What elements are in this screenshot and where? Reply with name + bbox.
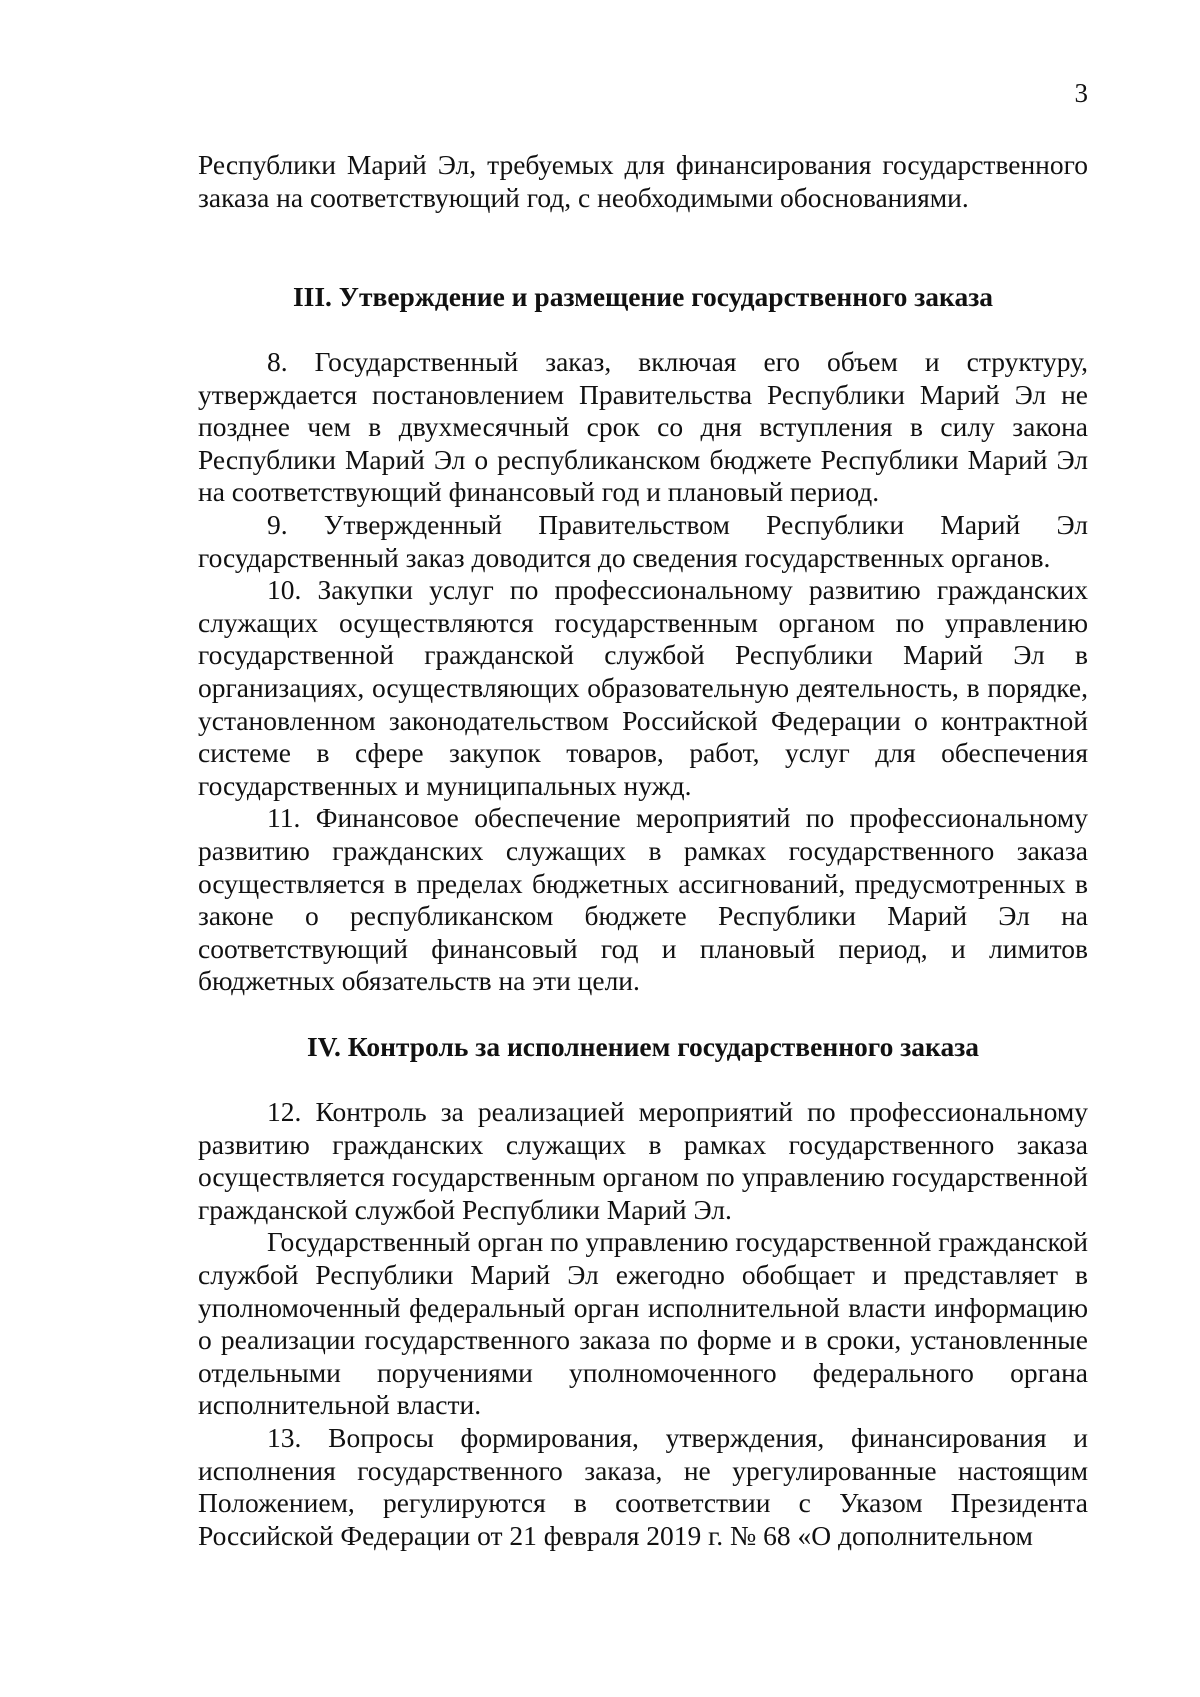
section-heading-4: IV. Контроль за исполнением государственного заказа — [306, 1031, 980, 1062]
page-number: 3 — [1074, 78, 1088, 108]
section-heading-3: III. Утверждение и размещение государственного заказа — [292, 281, 994, 312]
paragraph-13: 13. Вопросы формирования, утверждения, финансирования и исполнения государственного заказа, не урегулированные настоящим Положением, регулируются в соответствии с Указом Президента Российской Федерации от 21 февраля 2019 г. № 68 «О дополнительном — [198, 1421, 1088, 1551]
paragraph-12-continued: Государственный орган по управлению государственной гражданской службой Республики Марий Эл ежегодно обобщает и представляет в уполномоченный федеральный орган исполнительной власти информацию о реализации государственного заказа по форме и в сроки, установленные отдельными поручениями уполномоченного федерального органа исполнительной власти. — [198, 1226, 1088, 1421]
paragraph-12: 12. Контроль за реализацией мероприятий по профессиональному развитию гражданских служащих в рамках государственного заказа осуществляется государственным органом по управлению государственной гражданской службой Республики Марий Эл. — [198, 1096, 1088, 1225]
paragraph-8: 8. Государственный заказ, включая его объем и структуру, утверждается постановлением Правительства Республики Марий Эл не позднее чем в двухмесячный срок со дня вступления в силу закона Республики Марий Эл о республиканском бюджете Республики Марий Эл на соответствующий финансовый год и плановый период. — [198, 346, 1088, 508]
paragraph-10: 10. Закупки услуг по профессиональному развитию гражданских служащих осуществляются государственным органом по управлению государственной гражданской службой Республики Марий Эл в организациях, осуществляющих образовательную деятельность, в порядке, установленном законодательством Российской Федерации о контрактной системе в сфере закупок товаров, работ, услуг для обеспечения государственных и муниципальных нужд. — [198, 574, 1088, 801]
section-3-body — [198, 346, 1088, 998]
paragraph-9: 9. Утвержденный Правительством Республики Марий Эл государственный заказ доводится до сведения государственных органов. — [198, 508, 1088, 573]
paragraph-11: 11. Финансовое обеспечение мероприятий по профессиональному развитию гражданских служащих в рамках государственного заказа осуществляется в пределах бюджетных ассигнований, предусмотренных в законе о республиканском бюджете Республики Марий Эл на соответствующий финансовый год и плановый период, и лимитов бюджетных обязательств на эти цели. — [198, 802, 1088, 997]
continuation-block — [198, 149, 1088, 214]
section-4-body — [198, 1096, 1088, 1552]
continuation-paragraph: Республики Марий Эл, требуемых для финансирования государственного заказа на соответствующий год, с необходимыми обоснованиями. — [198, 149, 1088, 213]
